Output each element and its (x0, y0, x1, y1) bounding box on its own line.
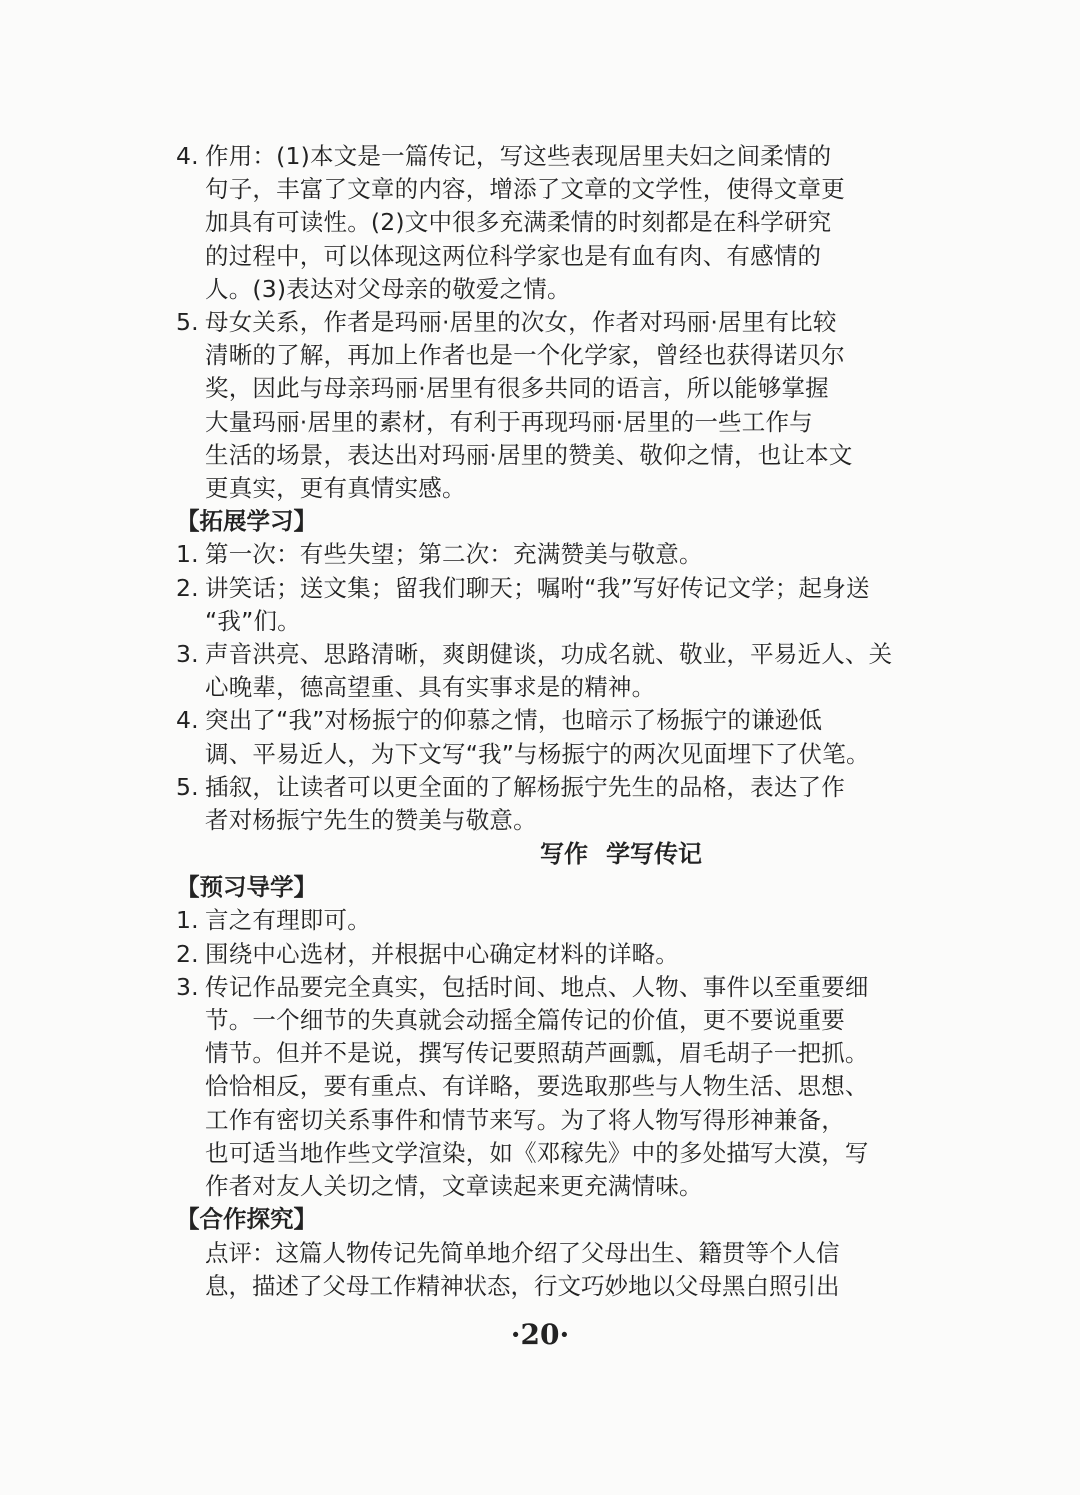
item-number: 5. (176, 772, 199, 801)
item-text (205, 971, 869, 1203)
item-line: 句子，丰富了文章的内容，增添了文章的文学性，使得文章更 (205, 175, 845, 204)
item-line: 心晚辈，德高望重、具有实事求是的精神。 (205, 673, 656, 702)
section-title-part1: 写作 (540, 840, 588, 869)
item-text (205, 938, 679, 971)
cooperate-line: 点评：这篇人物传记先简单地介绍了父母出生、籍贯等个人信 (205, 1238, 840, 1267)
section-preview (176, 904, 906, 1203)
answer-item (176, 572, 906, 638)
section-curie (176, 140, 906, 505)
item-line: 传记作品要完全真实，包括时间、地点、人物、事件以至重要细 (205, 972, 869, 1001)
item-line: 的过程中，可以体现这两位科学家也是有血有肉、有感情的 (205, 241, 822, 270)
item-text (205, 538, 703, 571)
item-text (205, 140, 845, 306)
item-number: 1. (176, 540, 199, 569)
item-text (205, 638, 892, 704)
item-text (205, 572, 870, 638)
item-line: 母女关系，作者是玛丽·居里的次女，作者对玛丽·居里有比较 (205, 308, 837, 337)
item-line: 工作有密切关系事件和情节来写。为了将人物写得形神兼备， (205, 1105, 845, 1134)
item-line: 第一次：有些失望；第二次：充满赞美与敬意。 (205, 540, 703, 569)
item-text (205, 904, 371, 937)
answer-item (176, 771, 906, 837)
item-line: 作者对友人关切之情，文章读起来更充满情味。 (205, 1172, 703, 1201)
item-number: 5. (176, 308, 199, 337)
item-line: 讲笑话；送文集；留我们聊天；嘱咐“我”写好传记文学；起身送 (205, 573, 870, 602)
item-line: 围绕中心选材，并根据中心确定材料的详略。 (205, 939, 679, 968)
item-line: 加具有可读性。(2)文中很多充满柔情的时刻都是在科学研究 (205, 208, 832, 237)
answer-item (176, 704, 906, 770)
section-extension (176, 538, 906, 837)
answer-item (176, 638, 906, 704)
item-text (205, 704, 870, 770)
section-title-part2: 学写传记 (606, 840, 702, 869)
item-line: 清晰的了解，再加上作者也是一个化学家，曾经也获得诺贝尔 (205, 341, 845, 370)
item-line: 大量玛丽·居里的素材，有利于再现玛丽·居里的一些工作与 (205, 407, 813, 436)
item-text (205, 771, 845, 837)
answer-item (176, 904, 906, 937)
item-number: 4. (176, 706, 199, 735)
item-line: 生活的场景，表达出对玛丽·居里的赞美、敬仰之情，也让本文 (205, 440, 853, 469)
item-line: 声音洪亮、思路清晰，爽朗健谈，功成名就、敬业，平易近人、关 (205, 640, 893, 669)
page-number: ·20· (510, 1318, 570, 1351)
item-line: “我”们。 (205, 606, 301, 635)
item-line: 调、平易近人，为下文写“我”与杨振宁的两次见面埋下了伏笔。 (205, 739, 870, 768)
answer-item (176, 938, 906, 971)
item-number: 2. (176, 573, 199, 602)
item-line: 更真实，更有真情实感。 (205, 474, 466, 503)
item-line: 突出了“我”对杨振宁的仰慕之情，也暗示了杨振宁的谦逊低 (205, 706, 823, 735)
section-title (176, 837, 906, 871)
item-number: 3. (176, 640, 199, 669)
heading-cooperate: 【合作探究】 (176, 1205, 317, 1234)
heading-extension: 【拓展学习】 (176, 507, 317, 536)
item-line: 也可适当地作些文学渲染，如《邓稼先》中的多处描写大漠，写 (205, 1138, 869, 1167)
item-text (205, 306, 853, 505)
item-line: 人。(3)表达对父母亲的敬爱之情。 (205, 274, 571, 303)
item-line: 作用：(1)本文是一篇传记，写这些表现居里夫妇之间柔情的 (205, 142, 832, 170)
answer-item (176, 306, 906, 505)
answer-item (176, 971, 906, 1203)
cooperate-line: 息，描述了父母工作精神状态，行文巧妙地以父母黑白照引出 (205, 1271, 840, 1300)
heading-preview: 【预习导学】 (176, 873, 317, 902)
item-line: 者对杨振宁先生的赞美与敬意。 (205, 806, 537, 835)
item-line: 节。一个细节的失真就会动摇全篇传记的价值，更不要说重要 (205, 1006, 845, 1035)
item-line: 插叙，让读者可以更全面的了解杨振宁先生的品格，表达了作 (205, 772, 845, 801)
answer-item (176, 538, 906, 571)
item-number: 4. (176, 142, 199, 170)
item-number: 2. (176, 939, 199, 968)
item-line: 恰恰相反，要有重点、有详略，要选取那些与人物生活、思想、 (205, 1072, 869, 1101)
answer-item (176, 140, 906, 306)
answer-page (176, 140, 906, 1303)
item-line: 言之有理即可。 (205, 906, 371, 935)
item-number: 1. (176, 906, 199, 935)
item-number: 3. (176, 972, 199, 1001)
item-line: 情节。但并不是说，撰写传记要照葫芦画瓢，眉毛胡子一把抓。 (205, 1039, 869, 1068)
cooperate-paragraph (176, 1237, 906, 1303)
item-line: 奖，因此与母亲玛丽·居里有很多共同的语言，所以能够掌握 (205, 374, 829, 403)
